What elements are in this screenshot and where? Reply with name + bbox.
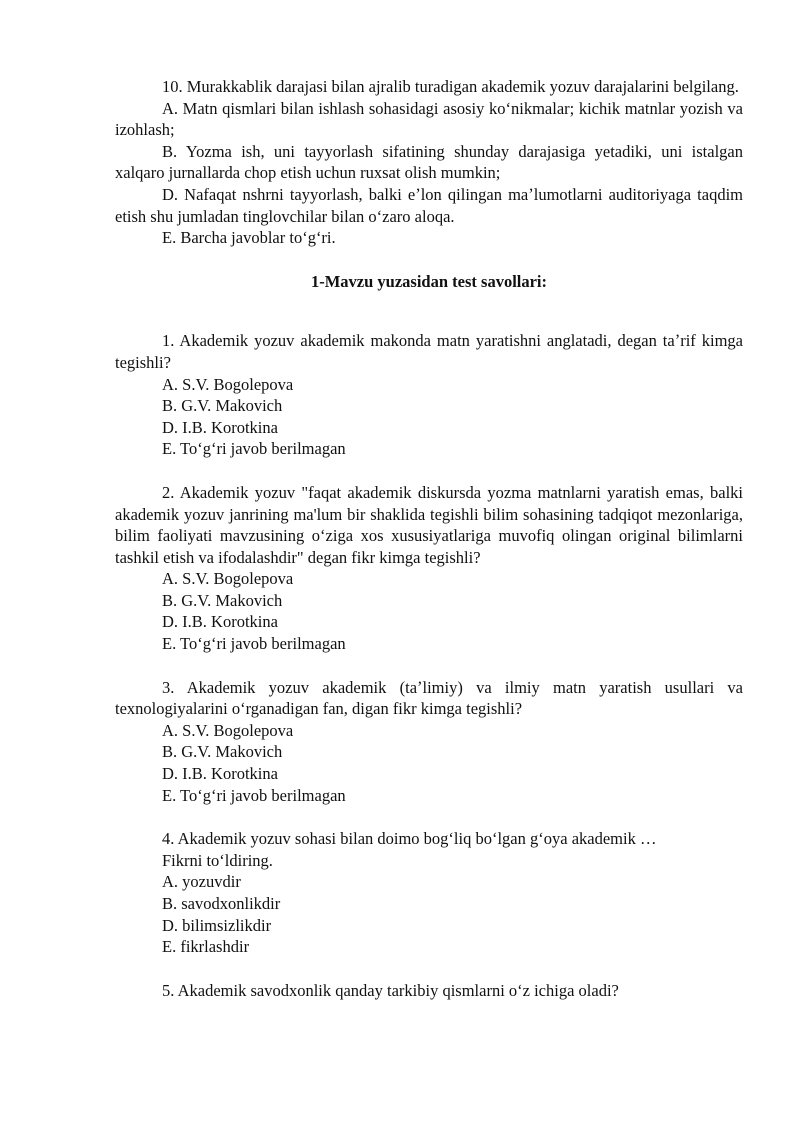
question-2-option-e: E. Toʻgʻri javob berilmagan [162, 634, 346, 654]
question-4-option-a: A. yozuvdir [162, 872, 241, 892]
question-10-option-a: A. Matn qismlari bilan ishlash sohasidagi asosiy koʻnikmalar; kichik matnlar yozish va izohlash; [115, 98, 743, 140]
question-4-option-e: E. fikrlashdir [162, 937, 250, 957]
question-4-option-d: D. bilimsizlikdir [162, 915, 272, 935]
question-4-option-b: B. savodxonlikdir [162, 894, 281, 913]
question-1-option-a: A. S.V. Bogolepova [162, 374, 294, 394]
question-4-stem-line-1: 4. Akademik yozuv sohasi bilan doimo bogʻliq boʻlgan gʻoya akademik … [162, 829, 657, 849]
question-3-option-e: E. Toʻgʻri javob berilmagan [162, 785, 346, 805]
question-10-option-e: E. Barcha javoblar toʻgʻri. [162, 228, 336, 248]
question-10-option-b: B. Yozma ish, uni tayyorlash sifatining shunday darajasiga yetadiki, uni istalgan xalqaro jurnallarda chop etish uchun ruxsat olish mumkin; [115, 141, 743, 183]
question-3-option-b: B. G.V. Makovich [162, 742, 283, 762]
section-heading: 1-Mavzu yuzasidan test savollari: [310, 271, 548, 291]
question-1-stem: 1. Akademik yozuv akademik makonda matn yaratishni anglatadi, degan taʼrif kimga tegishli? [115, 331, 743, 372]
question-10-stem: 10. Murakkablik darajasi bilan ajralib turadigan akademik yozuv darajalarini belgilang. [162, 77, 739, 96]
question-10-option-d: D. Nafaqat nshrni tayyorlash, balki eʼlon qilingan maʼlumotlarni auditoriyaga taqdim etish shu jumladan tinglovchilar bilan oʻzaro aloqa. [115, 184, 743, 226]
question-2-option-a: A. S.V. Bogolepova [162, 569, 294, 589]
question-3-option-a: A. S.V. Bogolepova [162, 720, 294, 740]
question-2-stem: 2. Akademik yozuv "faqat akademik diskursda yozma matnlarni yaratish emas, balki akademik yozuv janrining ma'lum bir shaklida tegishli bilim sohasining tadqiqot mezonlariga, bilim faoliyati mavzusining oʻziga xos xususiyatlariga muvofiq olingan original bilimlarni tashkil etish va ifodalashdir" degan fikr kimga tegishli? [115, 482, 743, 567]
question-3-option-d: D. I.B. Korotkina [162, 764, 278, 784]
question-1-option-e: E. Toʻgʻri javob berilmagan [162, 439, 346, 459]
question-2-option-d: D. I.B. Korotkina [162, 612, 278, 632]
question-3-stem: 3. Akademik yozuv akademik (taʼlimiy) va ilmiy matn yaratish usullari va texnologiyalarini oʻrganadigan fan, digan fikr kimga tegishli? [115, 677, 743, 719]
question-1-option-b: B. G.V. Makovich [162, 396, 283, 416]
question-1-option-d: D. I.B. Korotkina [162, 417, 278, 437]
question-2-option-b: B. G.V. Makovich [162, 590, 283, 610]
question-5-stem: 5. Akademik savodxonlik qanday tarkibiy qismlarni oʻz ichiga oladi? [162, 980, 619, 1000]
document-page [115, 76, 743, 1001]
question-4-stem-line-2: Fikrni toʻldiring. [162, 850, 273, 870]
